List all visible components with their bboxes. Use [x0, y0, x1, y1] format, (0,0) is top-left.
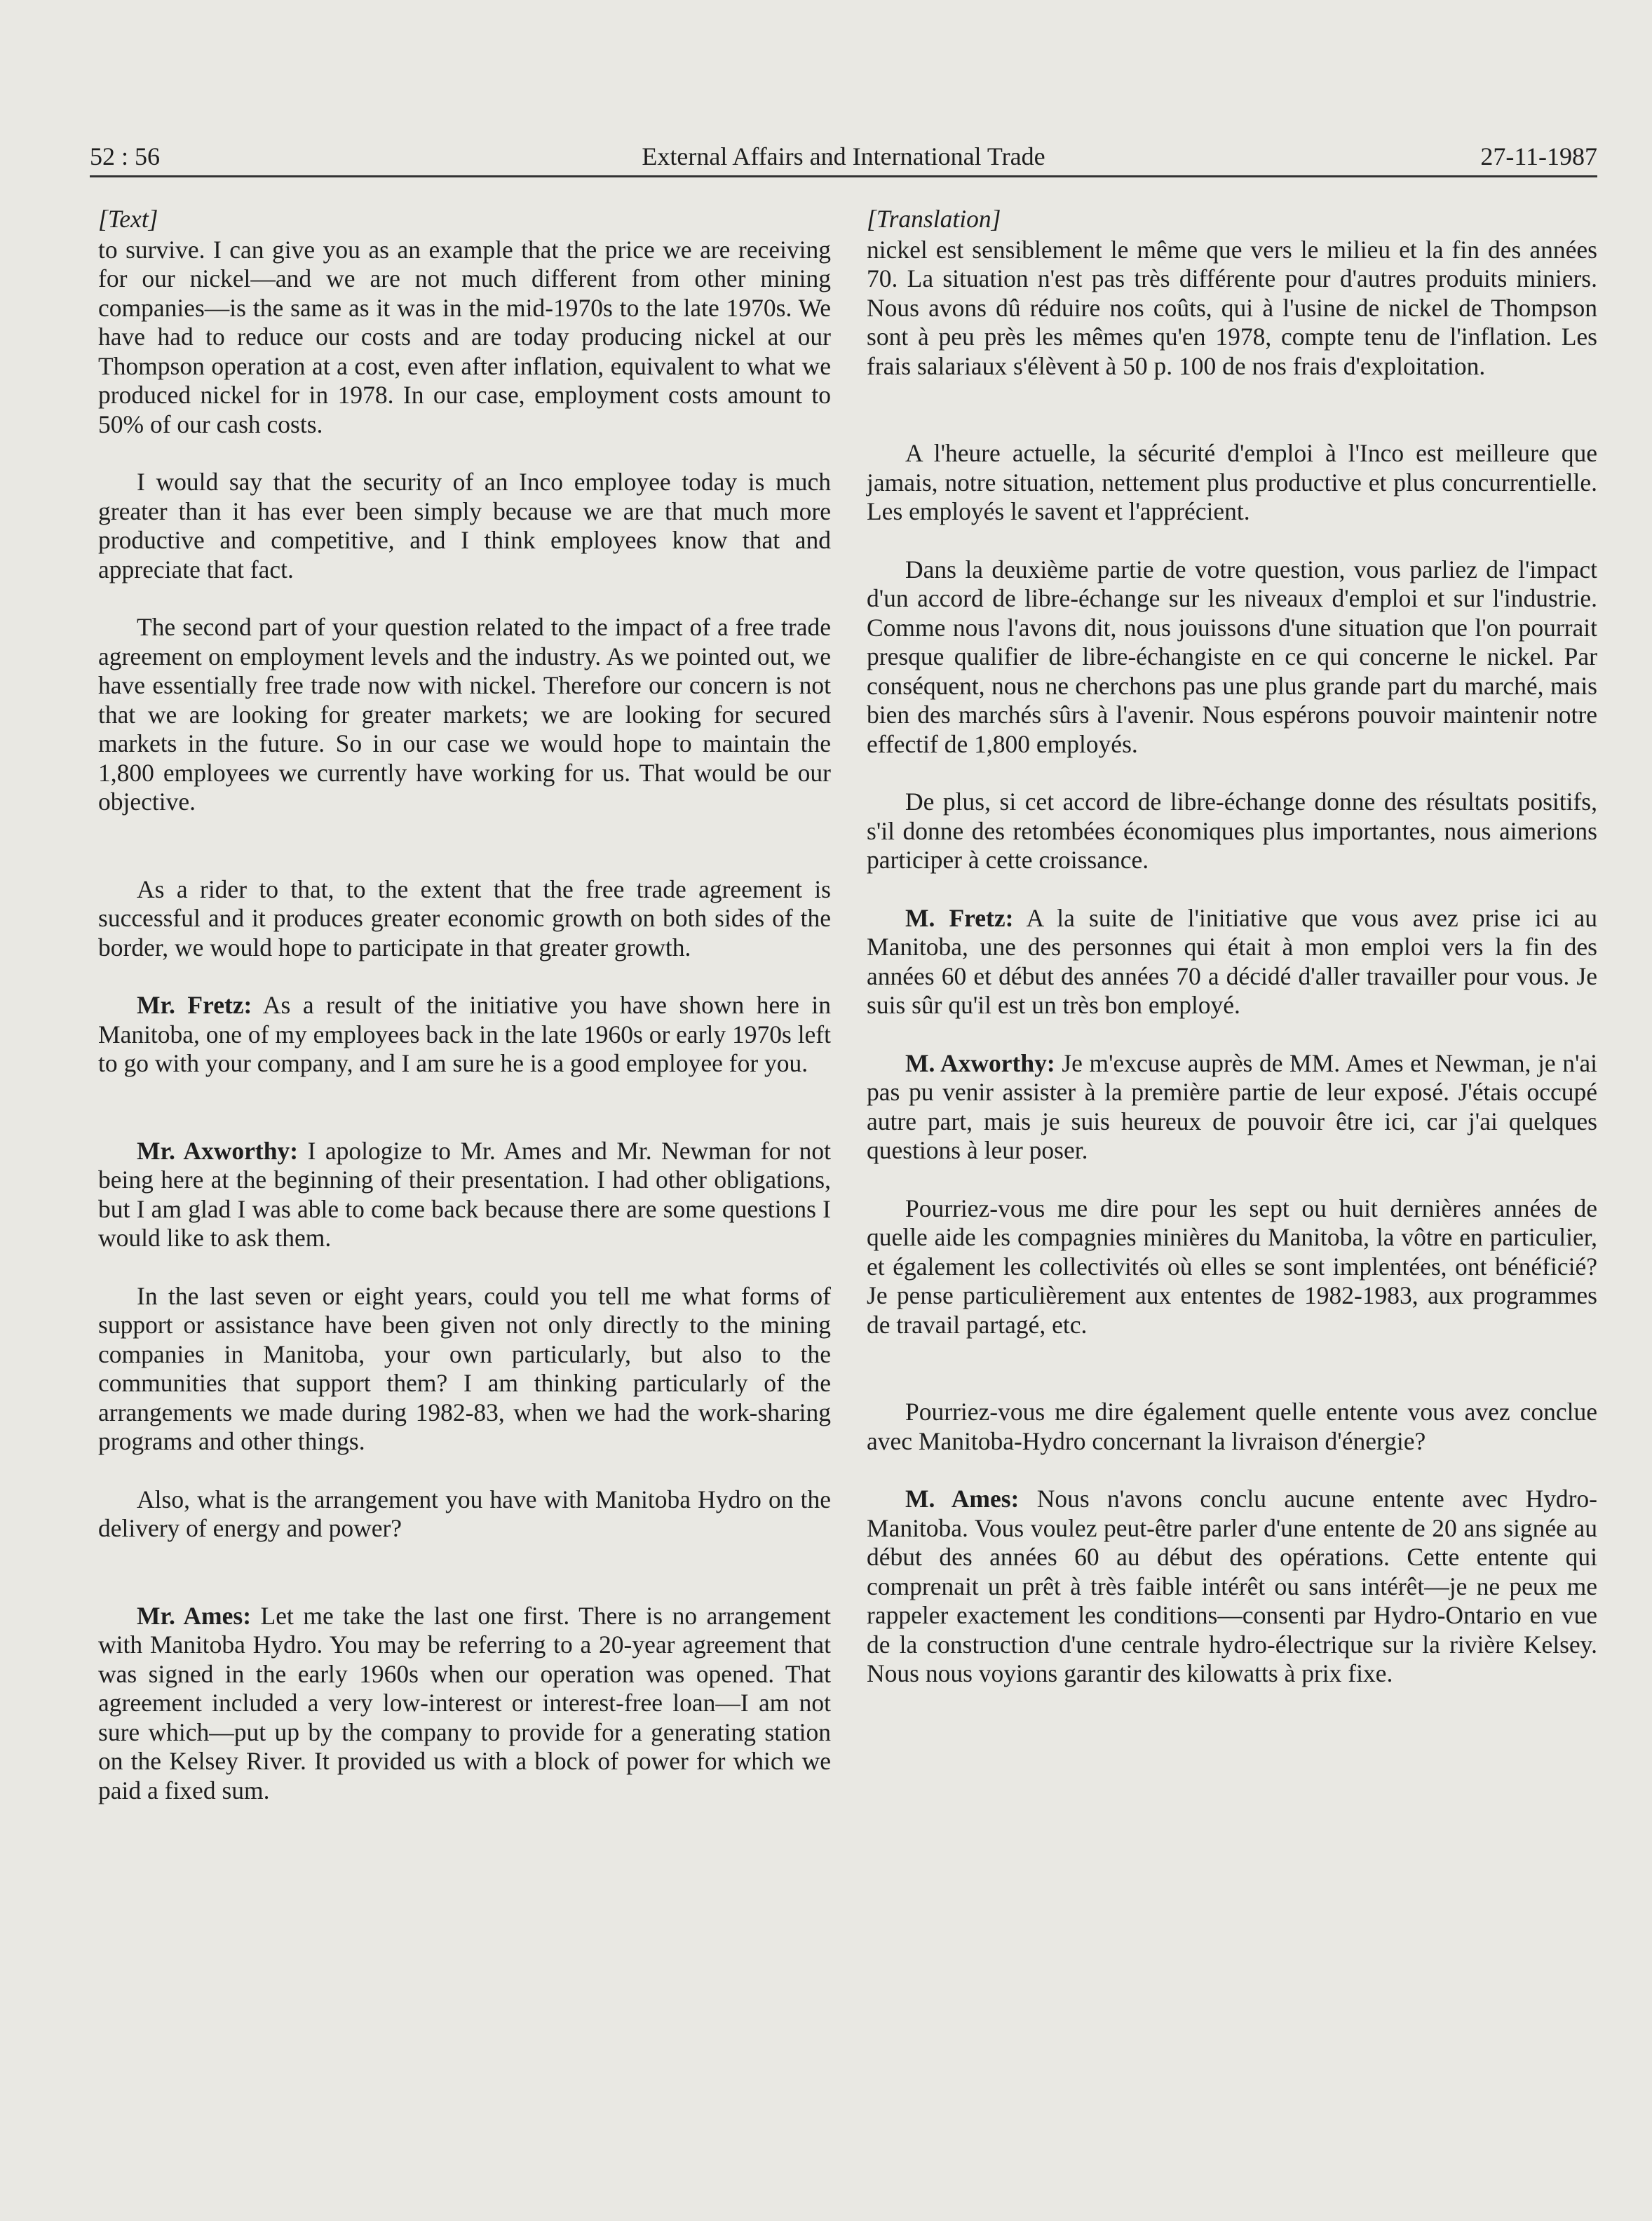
- paragraph: nickel est sensiblement le même que vers le milieu et la fin des années 70. La situation n'est pas très différente pour d'autres produits miniers. Nous avons dû réduire nos coûts, qui à l'usine de nickel de Thompson sont à peu près les mêmes qu'en 1978, compte tenu de l'inflation. Les frais salariaux s'élèvent à 50 p. 100 de nos frais d'exploitation.: [867, 235, 1597, 380]
- paragraph: I would say that the security of an Inco employee today is much greater than it has ever been simply because we are that much more productive and competitive, and I think employees know that and appreciate that fact.: [98, 468, 831, 583]
- speaker-name: Mr. Fretz:: [137, 991, 252, 1019]
- paragraph: Also, what is the arrangement you have with Manitoba Hydro on the delivery of energy and power?: [98, 1485, 831, 1542]
- paragraph: Dans la deuxième partie de votre question, vous parliez de l'impact d'un accord de libre-échange sur les niveaux d'emploi et sur l'industrie. Comme nous l'avons dit, nous jouissons d'une situation que l'on pourrait presque qualifier de libre-échangiste en ce qui concerne le nickel. Par conséquent, nous ne cherchons pas une plus grande part du marché, mais bien des marchés sûrs à l'avenir. Nous espérons pouvoir maintenir notre effectif de 1,800 employés.: [867, 555, 1597, 758]
- paragraph: In the last seven or eight years, could you tell me what forms of support or assistance have been given not only directly to the mining companies in Manitoba, your own particularly, but also to the communities that support them? I am thinking particularly of the arrangements we made during 1982-83, when we had the work-sharing programs and other things.: [98, 1281, 831, 1455]
- paragraph: The second part of your question related to the impact of a free trade agreement on employment levels and the industry. As we pointed out, we have essentially free trade now with nickel. Therefore our concern is not that we are looking for greater markets; we are looking for secured markets in the future. So in our case we would hope to maintain the 1,800 employees we currently have working for us. That would be our objective.: [98, 613, 831, 816]
- speaker-name: Mr. Axworthy:: [137, 1136, 299, 1165]
- speaker-text: As a result of the initiative you have shown here in Manitoba, one of my employees back in the late 1960s or early 1970s left to go with your company, and I am sure he is a good employee for you.: [98, 991, 831, 1077]
- speaker-text: Nous n'avons conclu aucune entente avec Hydro-Manitoba. Vous voulez peut-être parler d'une entente de 20 ans signée au début des années 60 au début des opérations. Cette entente qui comprenait un prêt à très faible intérêt ou sans intérêt—je ne peux me rappeler exactement les conditions—consenti par Hydro-Ontario en vue de la construction d'une centrale hydro-électrique sur la rivière Kelsey. Nous nous voyions garantir des kilowatts à prix fixe.: [867, 1485, 1597, 1687]
- speaker-text: A la suite de l'initiative que vous avez prise ici au Manitoba, une des personnes qui était à mon emploi vers la fin des années 60 et début des années 70 a décidé d'aller travailler pour vous. Je suis sûr qu'il est un très bon employé.: [867, 903, 1597, 1019]
- speaker-text: I apologize to Mr. Ames and Mr. Newman for not being here at the beginning of their presentation. I had other obligations, but I am glad I was able to come back because there are some questions I would like to ask them.: [98, 1136, 831, 1252]
- text-label: [Text]: [98, 205, 158, 233]
- speaker-paragraph: [867, 1049, 1597, 1166]
- speaker-paragraph: [98, 991, 831, 1079]
- translation-label: [Translation]: [867, 205, 1001, 233]
- page-number: 52 : 56: [90, 142, 161, 170]
- paragraph: to survive. I can give you as an example that the price we are receiving for our nickel—and we are not much different from other mining companies—is the same as it was in the mid-1970s to the late 1970s. We have had to reduce our costs and are today producing nickel at our Thompson operation at a cost, even after inflation, equivalent to what we produced nickel for in 1978. In our case, employment costs amount to 50% of our cash costs.: [98, 235, 831, 438]
- speaker-name: Mr. Ames:: [137, 1601, 252, 1630]
- speaker-text: Let me take the last one first. There is no arrangement with Manitoba Hydro. You may be referring to a 20-year agreement that was signed in the early 1960s when our operation was opened. That agreement included a very low-interest or interest-free loan—I am not sure which—put up by the company to provide for a generating station on the Kelsey River. It provided us with a block of power for which we paid a fixed sum.: [98, 1601, 831, 1804]
- english-column: [98, 205, 831, 1805]
- paragraph: As a rider to that, to the extent that the free trade agreement is successful and it produces greater economic growth on both sides of the border, we would hope to participate in that greater growth.: [98, 875, 831, 961]
- paragraph: De plus, si cet accord de libre-échange donne des résultats positifs, s'il donne des retombées économiques plus importantes, nous aimerions participer à cette croissance.: [867, 788, 1597, 874]
- speaker-name: M. Ames:: [905, 1485, 1020, 1513]
- speaker-paragraph: [98, 1602, 831, 1806]
- speaker-text: Je m'excuse auprès de MM. Ames et Newman, je n'ai pas pu venir assister à la première partie de leur exposé. J'étais occupé autre part, mais je suis heureux de pouvoir être ici, car j'ai quelques questions à leur poser.: [867, 1048, 1597, 1164]
- paragraph: Pourriez-vous me dire pour les sept ou huit dernières années de quelle aide les compagnies minières du Manitoba, la vôtre en particulier, et également les collectivités où elles se sont implentées, ont bénéficié? Je pense particulièrement aux ententes de 1982-1983, aux programmes de travail partagé, etc.: [867, 1194, 1597, 1339]
- speaker-paragraph: [98, 1137, 831, 1253]
- header-date: 27-11-1987: [1480, 142, 1597, 170]
- header-title: External Affairs and International Trade: [642, 142, 1045, 170]
- paragraph: A l'heure actuelle, la sécurité d'emploi à l'Inco est meilleure que jamais, notre situation, nettement plus productive et plus concurrentielle. Les employés le savent et l'apprécient.: [867, 439, 1597, 525]
- speaker-name: M. Axworthy:: [905, 1048, 1055, 1077]
- speaker-paragraph: [867, 904, 1597, 1020]
- paragraph: Pourriez-vous me dire également quelle entente vous avez conclue avec Manitoba-Hydro concernant la livraison d'énergie?: [867, 1398, 1597, 1455]
- page-header: [90, 139, 1597, 177]
- speaker-paragraph: [867, 1485, 1597, 1689]
- french-column: [867, 205, 1597, 1689]
- speaker-name: M. Fretz:: [905, 903, 1014, 932]
